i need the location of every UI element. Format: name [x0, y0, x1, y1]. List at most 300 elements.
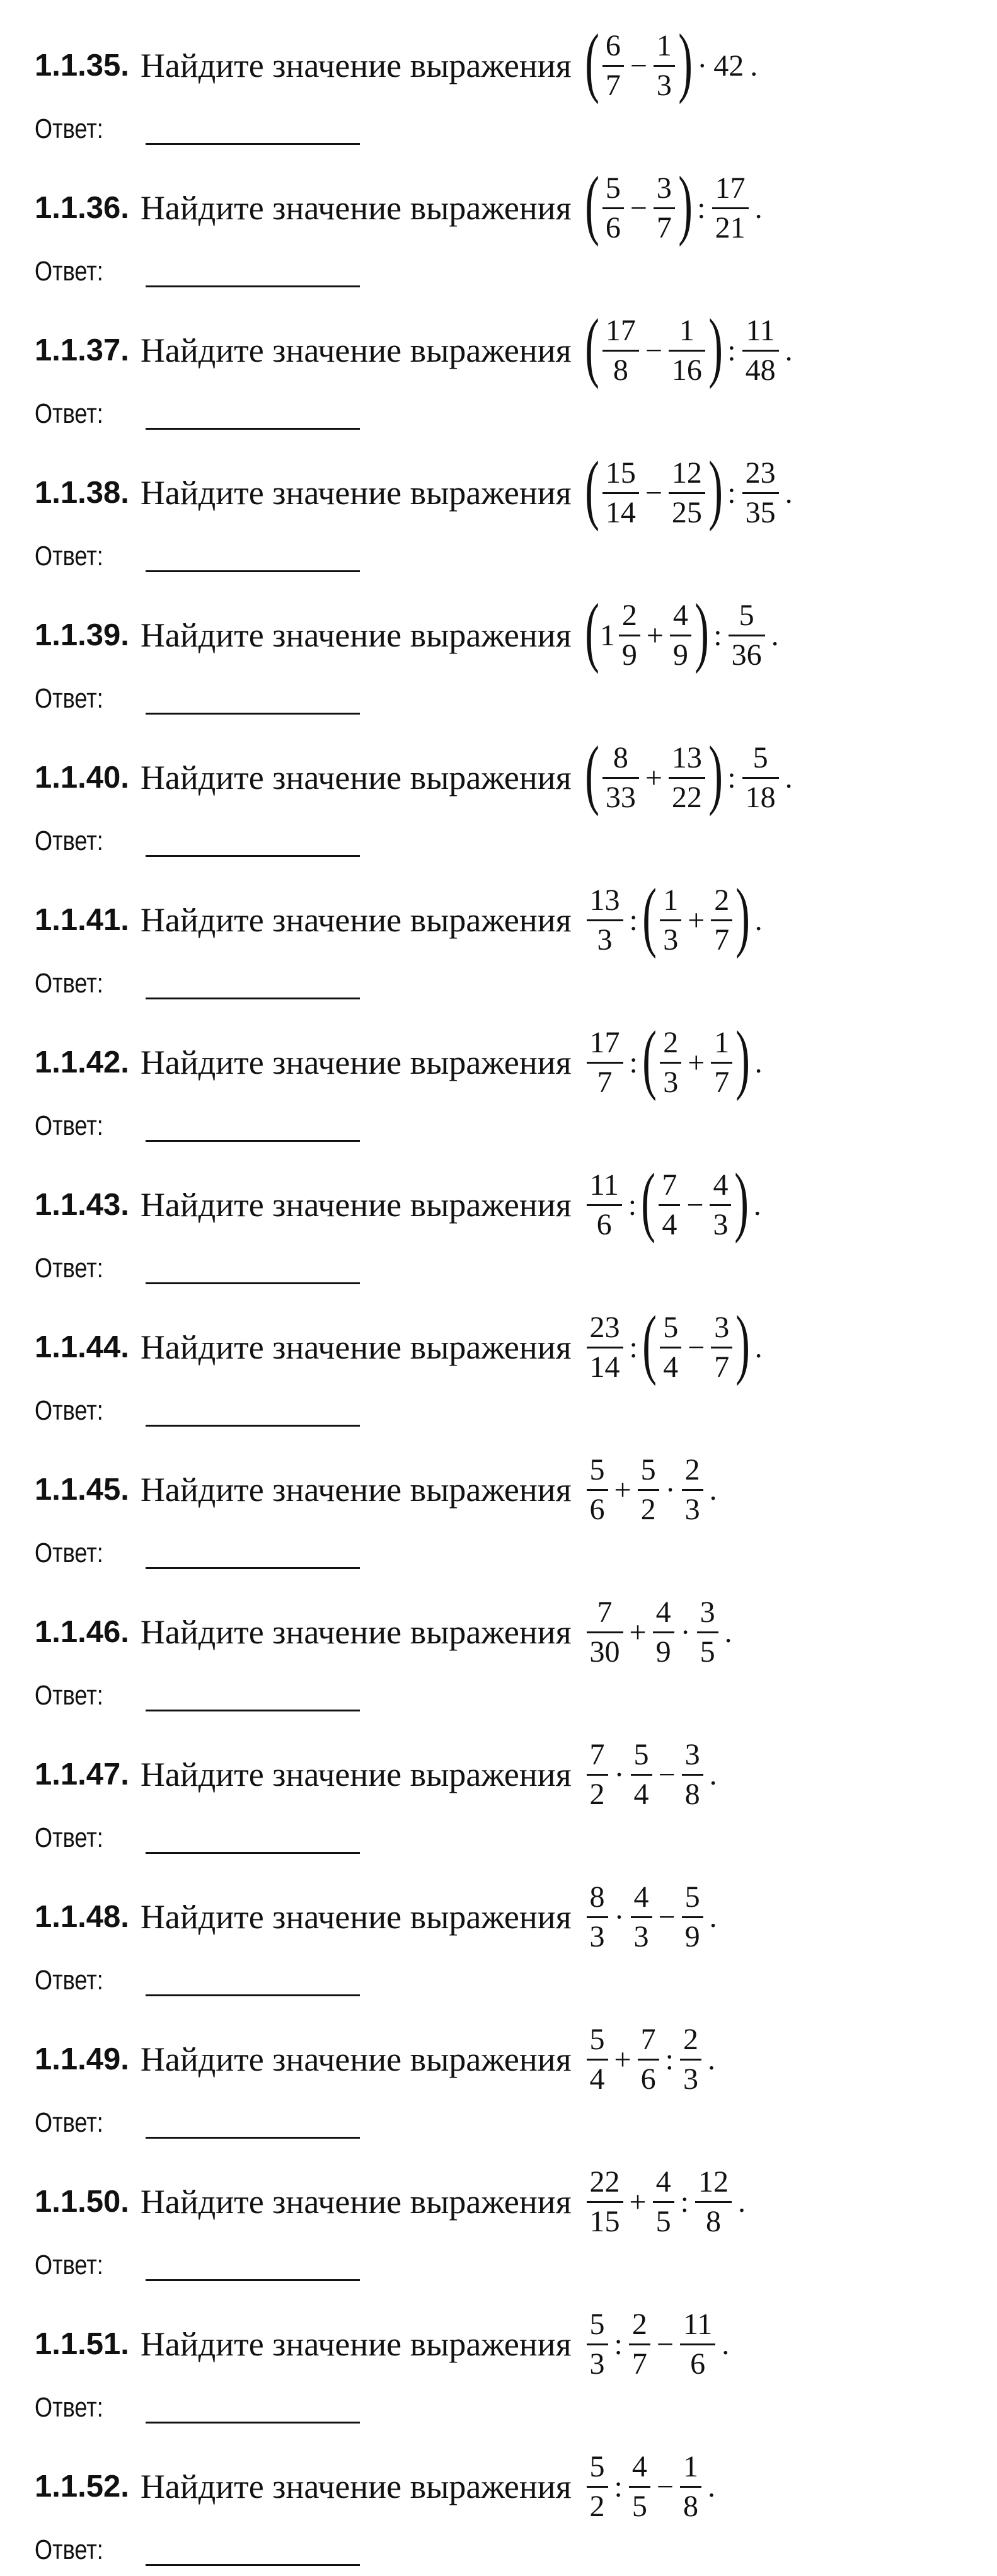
fraction-numerator: 8	[613, 740, 628, 774]
answer-label: Ответ:	[35, 1253, 103, 1284]
fraction-denominator: 8	[613, 353, 628, 387]
fraction	[602, 172, 624, 244]
expression-period: .	[722, 2327, 730, 2361]
math-expression	[584, 1881, 717, 1953]
fraction	[660, 1311, 681, 1384]
problem-number: 1.1.44.	[35, 1330, 129, 1364]
answer-blank[interactable]	[146, 1539, 360, 1569]
problem-number: 1.1.48.	[35, 1900, 129, 1934]
fraction-denominator: 3	[597, 923, 613, 957]
fraction-denominator: 2	[589, 1777, 605, 1811]
answer-line	[35, 2107, 360, 2139]
answer-line	[35, 968, 360, 999]
left-paren: (	[584, 588, 599, 674]
fraction	[729, 599, 765, 672]
problem-item	[35, 2006, 967, 2149]
expression-period: .	[754, 903, 763, 937]
math-expression	[584, 161, 763, 247]
fraction-denominator: 7	[656, 210, 672, 244]
answer-line	[35, 825, 360, 857]
fraction	[587, 2023, 608, 2096]
expression-period: .	[785, 761, 793, 795]
fraction-denominator: 8	[705, 2204, 721, 2238]
fraction-denominator: 14	[589, 1350, 620, 1384]
fraction-numerator: 17	[605, 313, 636, 347]
fraction-numerator: 2	[683, 2022, 698, 2056]
answer-line	[35, 113, 360, 145]
answer-label: Ответ:	[35, 1965, 103, 1996]
right-paren: )	[694, 588, 709, 674]
problem-number: 1.1.41.	[35, 903, 129, 937]
problem-number: 1.1.38.	[35, 476, 129, 510]
fraction-numerator: 3	[700, 1595, 715, 1629]
problem-number: 1.1.46.	[35, 1615, 129, 1649]
answer-blank[interactable]	[146, 685, 360, 715]
fraction-denominator: 3	[589, 2347, 605, 2381]
fraction-denominator: 22	[671, 780, 702, 814]
answer-line	[35, 1822, 360, 1854]
answer-line	[35, 1395, 360, 1427]
answer-line	[35, 2250, 360, 2281]
operator: +	[645, 761, 662, 795]
operator: :	[628, 1188, 637, 1222]
operator: ·	[680, 1615, 691, 1649]
answer-blank[interactable]	[146, 1397, 360, 1427]
fraction-denominator: 4	[633, 1777, 649, 1811]
fraction	[660, 1026, 681, 1099]
fraction-numerator: 4	[655, 1595, 671, 1629]
fraction-numerator: 1	[683, 2449, 698, 2483]
problem-item	[35, 2149, 967, 2291]
problem-prompt: Найдите значение выражения	[140, 1328, 572, 1366]
left-paren: (	[584, 18, 599, 105]
fraction-denominator: 9	[684, 1919, 700, 1953]
fraction-numerator: 5	[589, 1452, 605, 1486]
math-expression	[584, 1015, 763, 1101]
operator: :	[629, 903, 638, 937]
fraction-denominator: 6	[605, 210, 621, 244]
problem-prompt: Найдите значение выражения	[140, 1471, 572, 1509]
fraction-numerator: 2	[684, 1452, 700, 1486]
fraction	[710, 1169, 731, 1241]
expression-period: .	[754, 1045, 763, 1079]
fraction	[653, 1596, 674, 1669]
fraction-numerator: 6	[605, 28, 621, 62]
math-expression	[584, 2451, 715, 2523]
math-expression	[584, 1158, 761, 1244]
answer-line	[35, 1965, 360, 1996]
fraction-numerator: 4	[655, 2165, 671, 2199]
expression-period: .	[785, 333, 793, 367]
fraction-numerator: 11	[746, 313, 775, 347]
fraction-denominator: 9	[621, 638, 637, 672]
answer-label: Ответ:	[35, 2250, 103, 2280]
problem-question	[35, 2299, 729, 2389]
expression-period: .	[754, 191, 763, 225]
problem-item	[35, 1722, 967, 1864]
problem-prompt: Найдите значение выражения	[140, 901, 572, 939]
fraction-denominator: 5	[655, 2204, 671, 2238]
fraction	[587, 1026, 623, 1099]
fraction-denominator: 3	[663, 1065, 679, 1099]
problem-item	[35, 1437, 967, 1579]
fraction-denominator: 7	[714, 1350, 730, 1384]
fraction-denominator: 35	[745, 495, 776, 529]
problem-question	[35, 305, 793, 396]
fraction-numerator: 4	[713, 1168, 729, 1202]
answer-line	[35, 2392, 360, 2424]
answer-blank[interactable]	[146, 1255, 360, 1284]
fraction-numerator: 5	[589, 2307, 605, 2341]
fraction	[629, 2451, 650, 2523]
fraction	[638, 1454, 659, 1526]
right-paren: )	[735, 873, 751, 959]
fraction-numerator: 17	[715, 171, 746, 205]
fraction	[587, 1881, 608, 1953]
fraction	[587, 884, 623, 957]
fraction-numerator: 23	[589, 1310, 620, 1344]
answer-label: Ответ:	[35, 256, 103, 287]
fraction-denominator: 33	[605, 780, 636, 814]
fraction-numerator: 2	[663, 1025, 679, 1059]
problem-question	[35, 1159, 761, 1250]
fraction	[669, 742, 705, 814]
answer-blank[interactable]	[146, 400, 360, 430]
fraction-denominator: 8	[684, 1777, 700, 1811]
fraction	[670, 599, 691, 672]
problem-prompt: Найдите значение выражения	[140, 1186, 572, 1224]
fraction	[602, 314, 639, 387]
fraction	[602, 742, 639, 814]
math-expression	[584, 446, 793, 532]
fraction-denominator: 6	[596, 1207, 612, 1241]
problem-question	[35, 447, 793, 538]
expression-period: .	[724, 1615, 732, 1649]
expression-period: .	[709, 1757, 717, 1791]
fraction-denominator: 3	[663, 923, 679, 957]
fraction	[711, 1026, 732, 1099]
problem-item	[35, 155, 967, 297]
left-paren: (	[642, 1015, 657, 1101]
fraction-denominator: 3	[656, 68, 672, 102]
fraction	[619, 599, 640, 672]
fraction-denominator: 7	[714, 923, 730, 957]
fraction-numerator: 11	[589, 1168, 619, 1202]
fraction	[680, 2451, 701, 2523]
answer-line	[35, 1538, 360, 1569]
answer-blank[interactable]	[146, 543, 360, 572]
fraction-numerator: 4	[633, 1880, 649, 1914]
fraction-numerator: 5	[640, 1452, 656, 1486]
right-paren: )	[734, 1158, 749, 1244]
fraction-numerator: 5	[589, 2449, 605, 2483]
answer-blank[interactable]	[146, 2394, 360, 2424]
problem-question	[35, 2014, 715, 2105]
expression-period: .	[785, 476, 793, 510]
expression-period: .	[771, 618, 779, 652]
answer-blank[interactable]	[146, 1967, 360, 1996]
operator: :	[697, 191, 706, 225]
fraction-denominator: 2	[589, 2489, 605, 2523]
problem-number: 1.1.51.	[35, 2327, 129, 2361]
problem-prompt: Найдите значение выражения	[140, 1898, 572, 1936]
operator: +	[614, 1473, 631, 1507]
answer-label: Ответ:	[35, 1680, 103, 1711]
fraction-denominator: 7	[631, 2347, 647, 2381]
problem-prompt: Найдите значение выражения	[140, 189, 572, 227]
fraction	[742, 314, 779, 387]
answer-blank[interactable]	[146, 1824, 360, 1854]
operator: −	[645, 476, 662, 510]
right-paren: )	[708, 303, 723, 389]
problem-question	[35, 1444, 717, 1535]
fraction-denominator: 25	[671, 495, 702, 529]
fraction	[653, 2166, 674, 2238]
problem-number: 1.1.43.	[35, 1188, 129, 1222]
right-paren: )	[708, 446, 723, 532]
problem-question	[35, 875, 763, 965]
fraction-denominator: 4	[662, 1207, 677, 1241]
operator: +	[688, 903, 705, 937]
operator: +	[646, 618, 664, 652]
fraction	[654, 30, 675, 102]
problem-number: 1.1.47.	[35, 1757, 129, 1791]
fraction	[587, 1596, 623, 1669]
right-paren: )	[678, 161, 693, 247]
operator: ·	[665, 1473, 676, 1507]
answer-line	[35, 1110, 360, 1142]
answer-blank[interactable]	[146, 258, 360, 287]
answer-label: Ответ:	[35, 2392, 103, 2423]
math-expression	[584, 2166, 746, 2238]
fraction-denominator: 8	[683, 2489, 698, 2523]
fraction-numerator: 8	[589, 1880, 605, 1914]
operator: ·	[697, 49, 708, 83]
fraction-denominator: 3	[683, 2062, 698, 2096]
expression-period: .	[750, 49, 758, 83]
problem-item	[35, 1579, 967, 1722]
problem-prompt: Найдите значение выражения	[140, 1756, 572, 1793]
answer-label: Ответ:	[35, 113, 103, 144]
answer-label: Ответ:	[35, 825, 103, 856]
operator: −	[658, 1900, 676, 1934]
fraction	[638, 2023, 659, 2096]
problem-number: 1.1.42.	[35, 1045, 129, 1079]
fraction-denominator: 3	[684, 1492, 700, 1526]
fraction-denominator: 14	[605, 495, 636, 529]
problem-question	[35, 163, 763, 253]
fraction-numerator: 3	[656, 171, 672, 205]
fraction-numerator: 4	[672, 598, 688, 632]
fraction	[711, 884, 732, 957]
operator: −	[645, 333, 662, 367]
fraction-numerator: 5	[752, 740, 768, 774]
problem-item	[35, 725, 967, 867]
fraction-numerator: 1	[663, 883, 679, 917]
math-expression	[584, 1300, 763, 1386]
answer-blank[interactable]	[146, 115, 360, 145]
operator: :	[727, 761, 736, 795]
fraction	[602, 30, 624, 102]
expression-period: .	[709, 1473, 717, 1507]
fraction	[654, 172, 675, 244]
fraction-denominator: 16	[671, 353, 702, 387]
answer-blank[interactable]	[146, 827, 360, 857]
fraction-denominator: 4	[589, 2062, 605, 2096]
right-paren: )	[708, 730, 723, 817]
problem-question	[35, 1587, 732, 1677]
problem-question	[35, 1302, 763, 1393]
fraction-numerator: 1	[714, 1025, 730, 1059]
math-expression	[584, 1739, 717, 1811]
answer-line	[35, 1253, 360, 1284]
fraction-denominator: 7	[597, 1065, 613, 1099]
fraction-numerator: 13	[671, 740, 702, 774]
fraction	[682, 1739, 703, 1811]
math-expression	[584, 18, 758, 105]
problem-prompt: Найдите значение выражения	[140, 2183, 572, 2221]
fraction-denominator: 9	[655, 1635, 671, 1669]
fraction-numerator: 5	[684, 1880, 700, 1914]
operator: −	[656, 2327, 674, 2361]
problem-question	[35, 2441, 715, 2532]
answer-blank[interactable]	[146, 970, 360, 999]
problem-prompt: Найдите значение выражения	[140, 759, 572, 796]
answer-blank[interactable]	[146, 2109, 360, 2139]
fraction	[712, 172, 749, 244]
operator: :	[629, 1330, 638, 1364]
expression-period: .	[754, 1330, 763, 1364]
operator: −	[658, 1757, 676, 1791]
fraction-numerator: 2	[714, 883, 730, 917]
problem-number: 1.1.36.	[35, 191, 129, 225]
fraction-denominator: 5	[700, 1635, 715, 1669]
problem-number: 1.1.49.	[35, 2042, 129, 2076]
operator: ·	[614, 1757, 625, 1791]
answer-blank[interactable]	[146, 1112, 360, 1142]
problem-question	[35, 732, 793, 823]
operator: :	[727, 476, 736, 510]
operator: :	[680, 2185, 689, 2219]
problem-item	[35, 1864, 967, 2006]
fraction	[587, 1311, 623, 1384]
fraction-numerator: 7	[589, 1737, 605, 1771]
answer-blank[interactable]	[146, 1682, 360, 1711]
problem-item	[35, 1152, 967, 1294]
answer-blank[interactable]	[146, 2251, 360, 2281]
answer-blank[interactable]	[146, 2536, 360, 2566]
expression-period: .	[753, 1188, 761, 1222]
math-expression	[584, 1596, 732, 1669]
problem-item	[35, 440, 967, 582]
left-paren: (	[584, 161, 599, 247]
problem-question	[35, 1017, 763, 1108]
fraction-numerator: 3	[684, 1737, 700, 1771]
fraction-numerator: 1	[656, 28, 672, 62]
answer-label: Ответ:	[35, 1538, 103, 1568]
left-paren: (	[641, 1158, 656, 1244]
fraction-denominator: 18	[745, 780, 776, 814]
fraction-denominator: 2	[640, 1492, 656, 1526]
problem-prompt: Найдите значение выражения	[140, 616, 572, 654]
fraction	[669, 457, 705, 529]
problem-item	[35, 297, 967, 440]
fraction-numerator: 3	[714, 1310, 730, 1344]
problem-item	[35, 13, 967, 155]
problem-number: 1.1.37.	[35, 333, 129, 367]
problem-prompt: Найдите значение выражения	[140, 2040, 572, 2078]
math-expression	[584, 2308, 730, 2381]
fraction	[587, 1454, 608, 1526]
answer-label: Ответ:	[35, 968, 103, 999]
fraction-denominator: 7	[714, 1065, 730, 1099]
problem-prompt: Найдите значение выражения	[140, 2325, 572, 2363]
fraction-numerator: 5	[739, 598, 754, 632]
fraction-denominator: 30	[589, 1635, 620, 1669]
fraction-numerator: 23	[745, 456, 776, 490]
operator: :	[727, 333, 736, 367]
answer-line	[35, 541, 360, 572]
fraction-numerator: 5	[663, 1310, 679, 1344]
fraction-denominator: 5	[631, 2489, 647, 2523]
fraction-denominator: 7	[605, 68, 621, 102]
fraction-denominator: 21	[715, 210, 746, 244]
problem-number: 1.1.50.	[35, 2185, 129, 2219]
fraction-denominator: 15	[589, 2204, 620, 2238]
problem-item	[35, 1009, 967, 1152]
fraction-numerator: 17	[589, 1025, 620, 1059]
problem-question	[35, 1729, 717, 1820]
problem-prompt: Найдите значение выражения	[140, 331, 572, 369]
fraction-numerator: 12	[698, 2165, 729, 2199]
problem-number: 1.1.52.	[35, 2470, 129, 2504]
problem-prompt: Найдите значение выражения	[140, 474, 572, 512]
fraction-denominator: 3	[633, 1919, 649, 1953]
operator: ·	[614, 1900, 625, 1934]
fraction-numerator: 15	[605, 456, 636, 490]
left-paren: (	[584, 303, 599, 389]
operator: +	[629, 2185, 647, 2219]
answer-line	[35, 398, 360, 430]
fraction-denominator: 3	[713, 1207, 729, 1241]
fraction-denominator: 6	[640, 2062, 656, 2096]
math-expression	[584, 730, 793, 817]
fraction	[602, 457, 639, 529]
left-paren: (	[584, 730, 599, 817]
fraction-denominator: 48	[745, 353, 776, 387]
fraction-numerator: 5	[589, 2022, 605, 2056]
problem-item	[35, 582, 967, 725]
fraction-numerator: 12	[671, 456, 702, 490]
fraction	[629, 2308, 650, 2381]
problem-item	[35, 867, 967, 1009]
operator: −	[630, 191, 647, 225]
problem-number: 1.1.35.	[35, 49, 129, 83]
answer-line	[35, 683, 360, 715]
operator: :	[713, 618, 722, 652]
fraction-numerator: 1	[679, 313, 694, 347]
operator: :	[614, 2327, 623, 2361]
problem-item	[35, 2434, 967, 2576]
operator: :	[614, 2470, 623, 2504]
fraction-numerator: 5	[605, 171, 621, 205]
problem-prompt: Найдите значение выражения	[140, 1044, 572, 1081]
fraction-denominator: 3	[589, 1919, 605, 1953]
fraction	[680, 2023, 701, 2096]
operator: +	[614, 2042, 631, 2076]
right-paren: )	[678, 18, 693, 105]
math-expression	[584, 2023, 715, 2096]
